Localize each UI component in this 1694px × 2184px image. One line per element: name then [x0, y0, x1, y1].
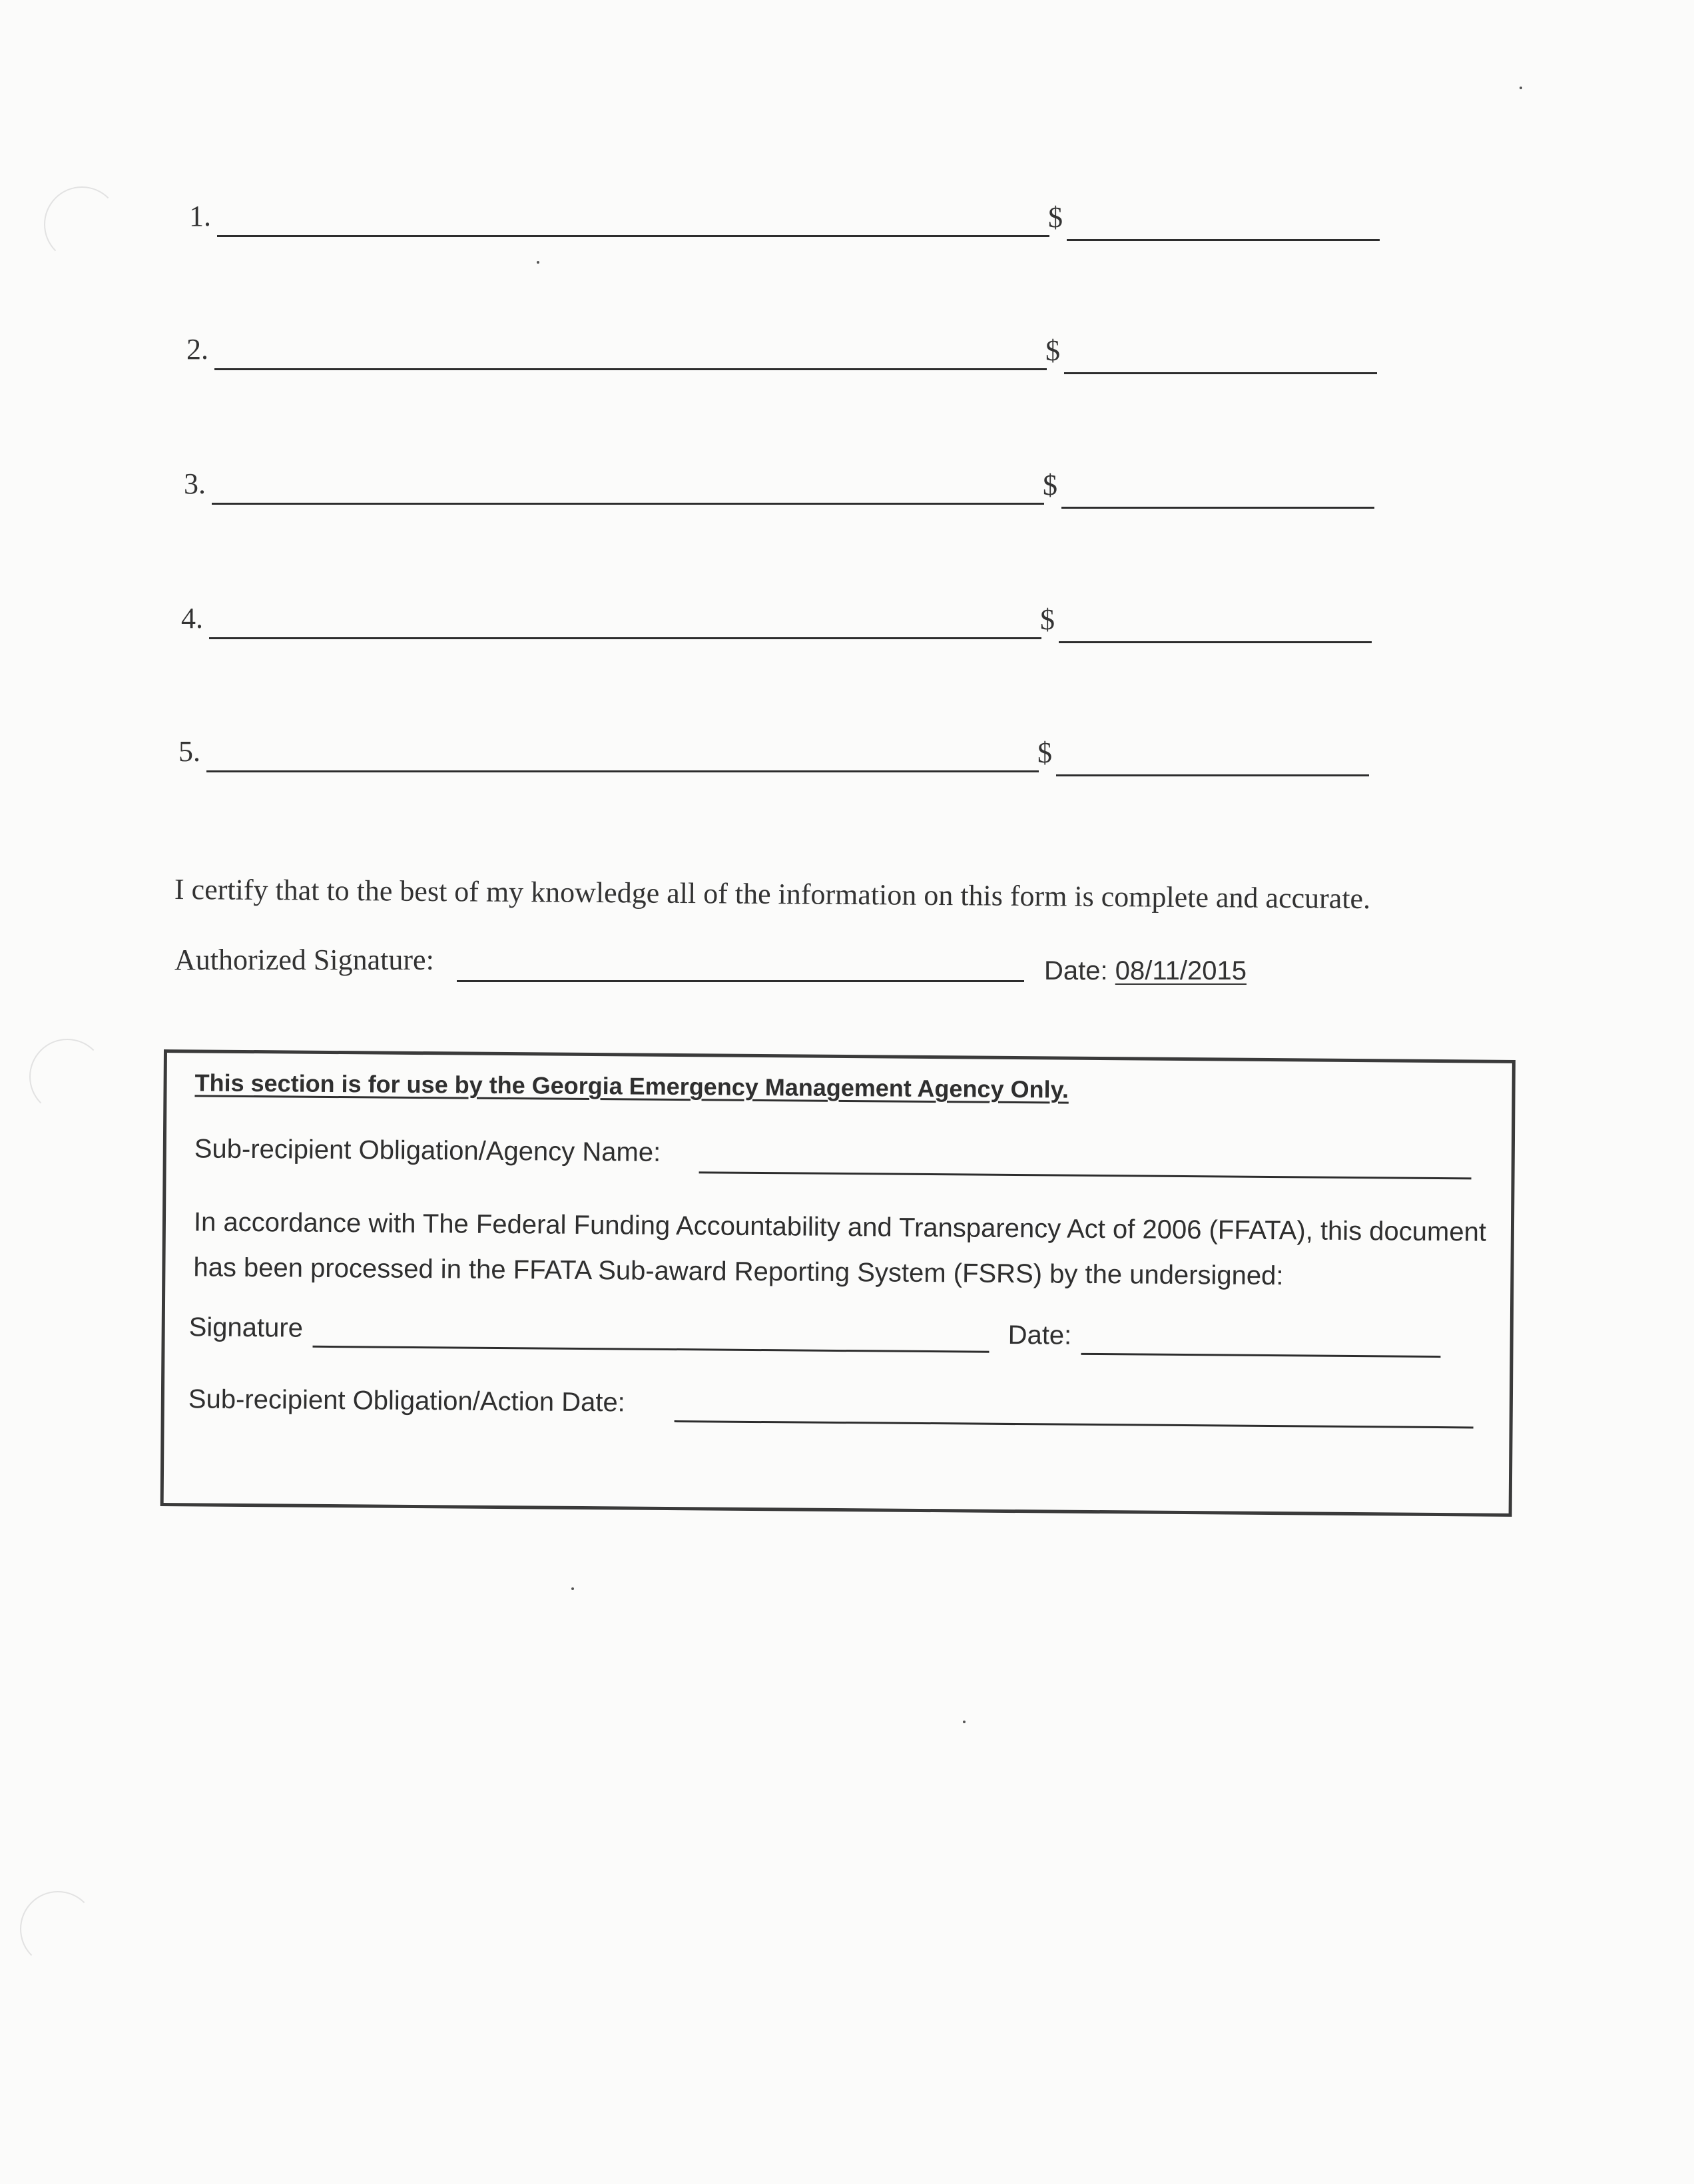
agency-section-heading: This section is for use by the Georgia Emergency Management Agency Only. [194, 1069, 1069, 1103]
description-field[interactable] [212, 503, 1044, 505]
line-item-5 [178, 732, 1377, 772]
dollar-sign: $ [1037, 736, 1052, 769]
description-field[interactable] [206, 770, 1039, 772]
amount-field[interactable] [1067, 239, 1380, 241]
signature-label: Signature [188, 1312, 304, 1343]
authorized-signature-label: Authorized Signature: [174, 944, 434, 976]
agency-date-field[interactable] [1081, 1353, 1440, 1358]
line-item-3 [184, 465, 1382, 505]
line-item-number: 1. [189, 200, 211, 232]
scan-speck [537, 261, 539, 264]
description-field[interactable] [214, 368, 1047, 370]
dollar-sign: $ [1040, 603, 1055, 636]
dollar-sign: $ [1048, 201, 1063, 234]
amount-field[interactable] [1064, 372, 1377, 374]
action-date-label: Sub-recipient Obligation/Action Date: [188, 1384, 625, 1418]
description-field[interactable] [217, 235, 1049, 237]
binder-hole [44, 186, 120, 262]
amount-field[interactable] [1059, 641, 1372, 643]
agency-name-field[interactable] [699, 1171, 1472, 1179]
scan-speck [963, 1721, 966, 1723]
dollar-sign: $ [1043, 469, 1057, 501]
certification-date [1044, 956, 1247, 986]
line-item-4 [181, 599, 1380, 639]
dollar-sign: $ [1045, 334, 1060, 367]
date-value[interactable]: 08/11/2015 [1115, 956, 1247, 985]
agency-only-section [160, 1049, 1516, 1517]
scan-speck [571, 1587, 574, 1590]
action-date-field[interactable] [675, 1420, 1474, 1428]
line-item-number: 5. [178, 735, 200, 768]
description-field[interactable] [209, 637, 1041, 639]
line-item-1 [189, 197, 1388, 237]
agency-date-label: Date: [1007, 1320, 1072, 1350]
date-label: Date: [1044, 956, 1108, 985]
signature-field[interactable] [312, 1346, 989, 1353]
ffata-paragraph: In accordance with The Federal Funding Accountability and Transparency Act of 2006 (FFATA), this document has been processed in the FFATA Sub-award Reporting System (FSRS) by the undersigned: [193, 1207, 1487, 1291]
binder-hole [20, 1891, 96, 1967]
line-item-2 [186, 330, 1385, 370]
line-item-number: 3. [184, 467, 206, 500]
line-item-number: 4. [181, 602, 203, 635]
agency-name-label: Sub-recipient Obligation/Agency Name: [194, 1134, 661, 1167]
line-item-number: 2. [186, 333, 208, 366]
scan-speck [1520, 87, 1522, 89]
amount-field[interactable] [1056, 774, 1369, 776]
amount-field[interactable] [1061, 507, 1374, 509]
certification-statement: I certify that to the best of my knowledge all of the information on this form is complete and accurate. [174, 873, 1371, 916]
authorized-signature-field[interactable] [457, 980, 1024, 982]
binder-hole [29, 1039, 105, 1115]
